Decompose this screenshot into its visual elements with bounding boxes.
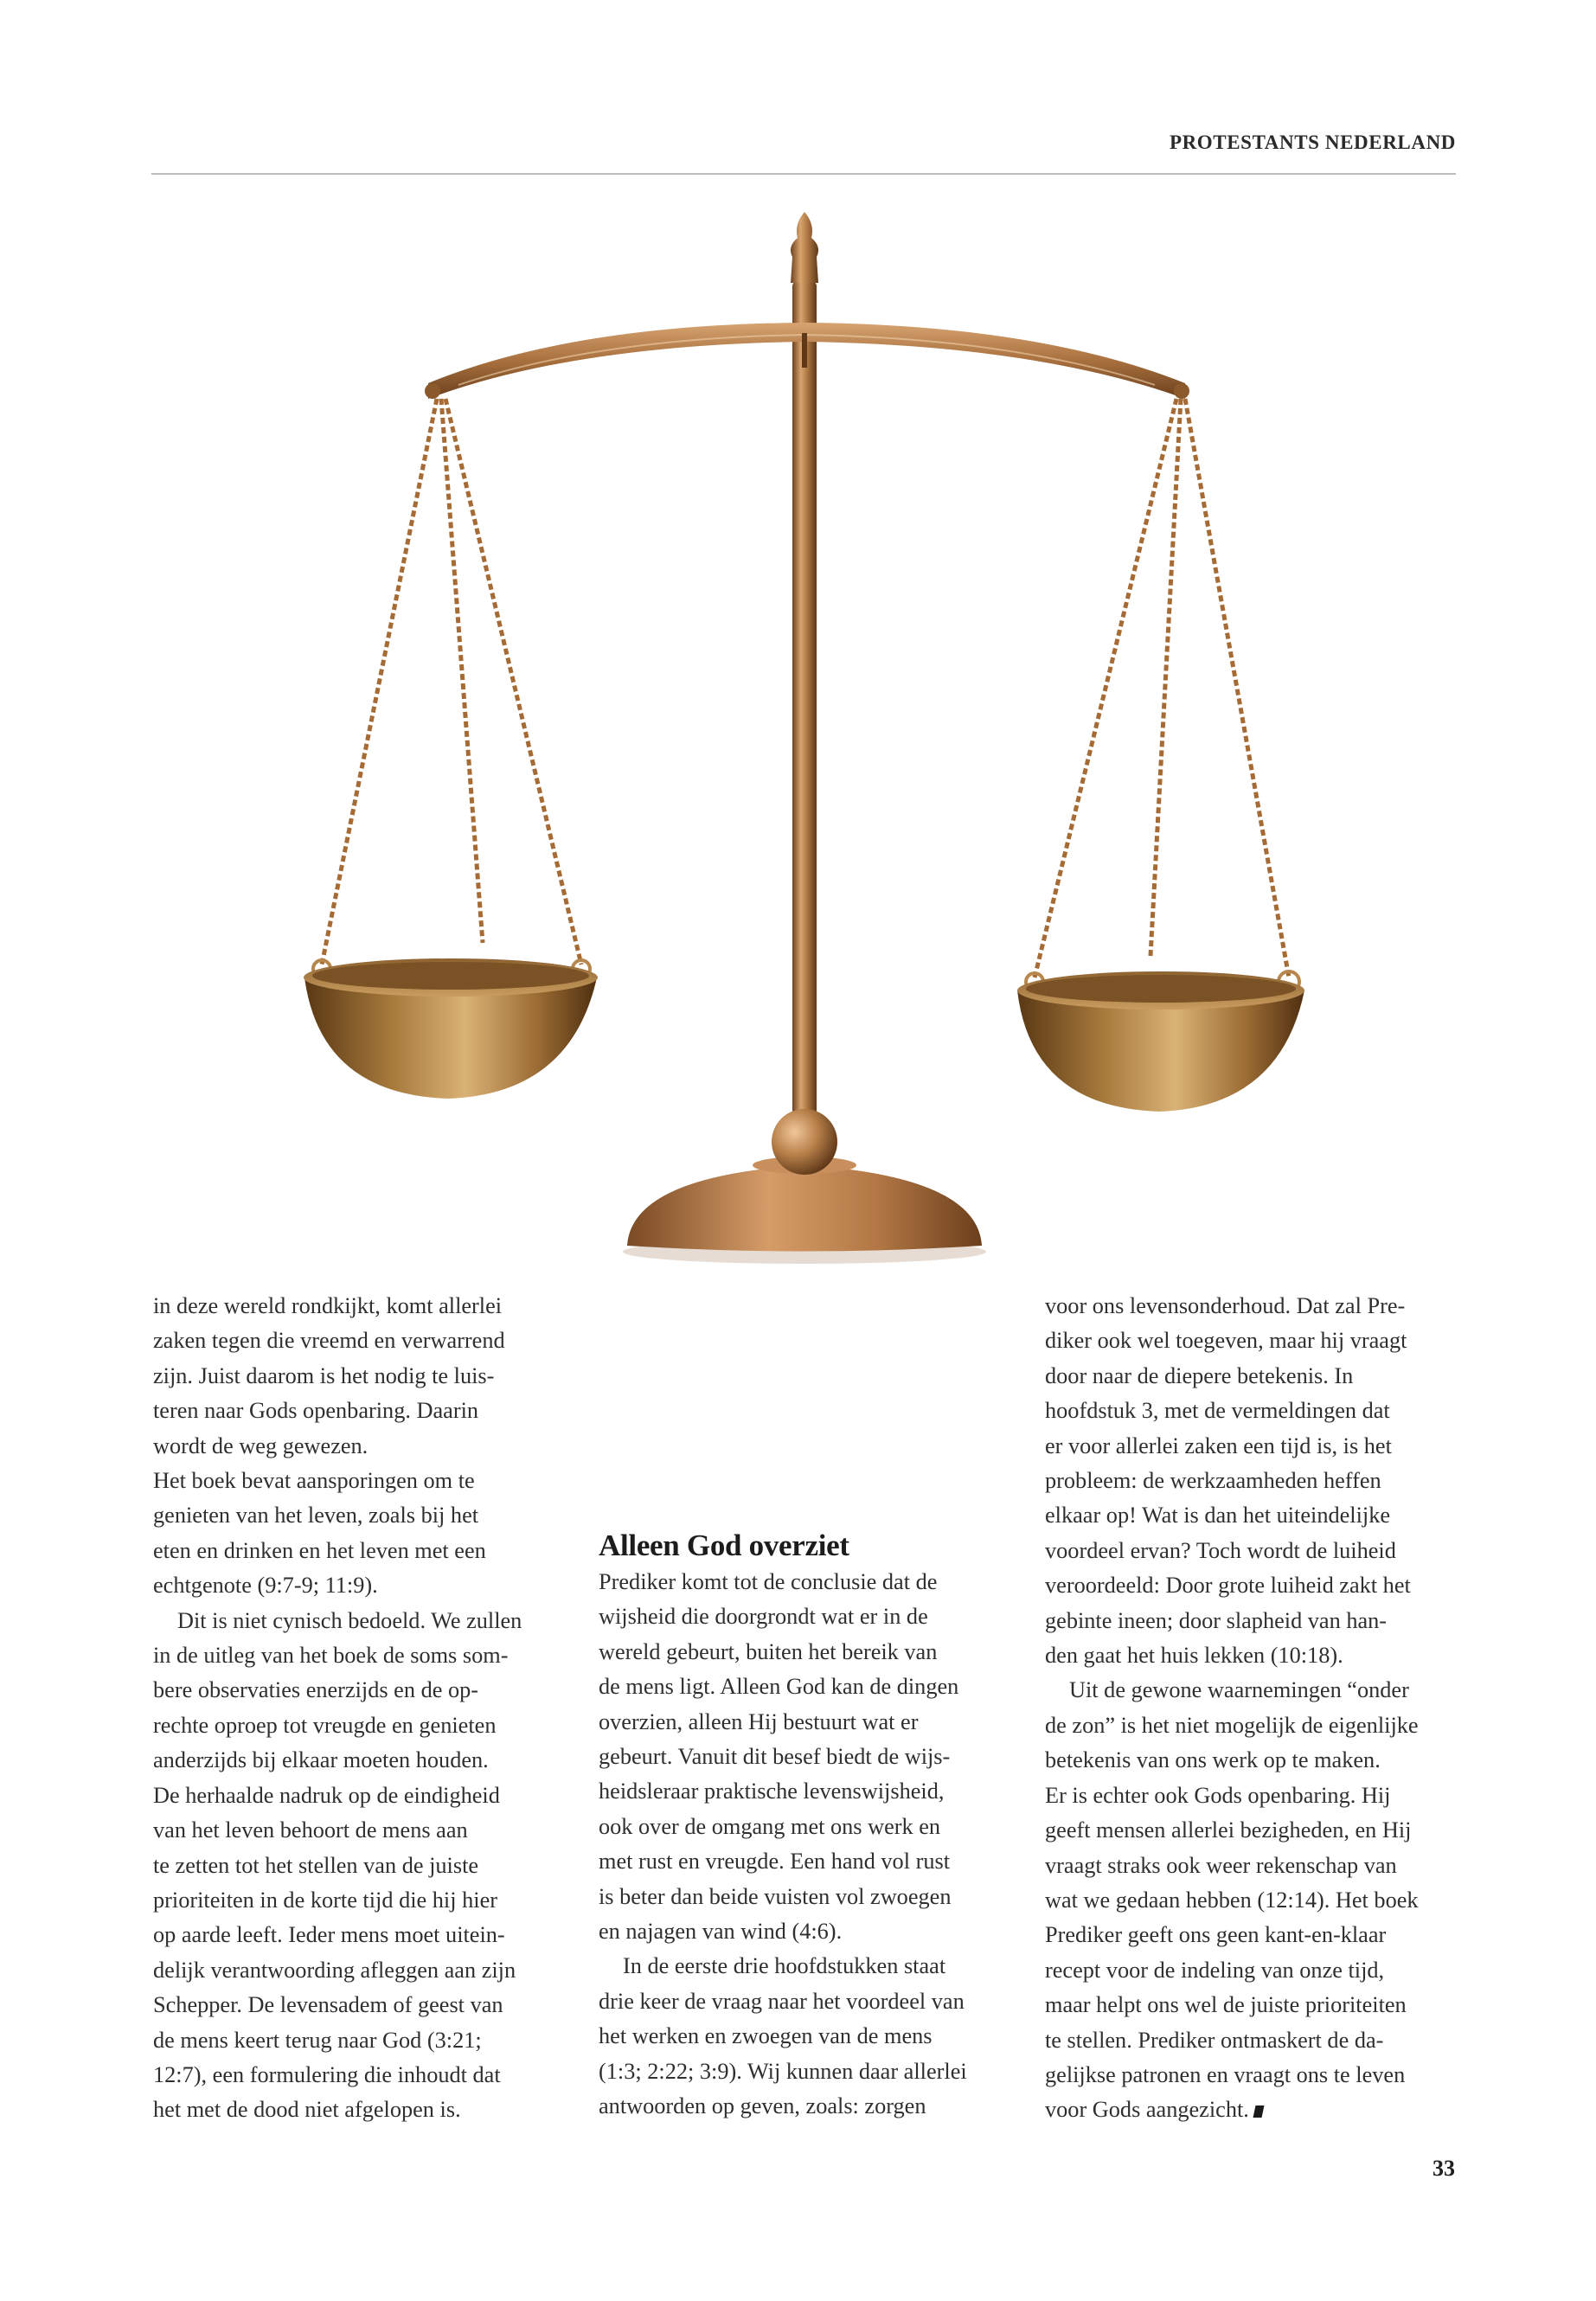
text-column-2	[599, 1527, 1005, 2125]
body-line: van het leven behoort de mens aan	[153, 1817, 468, 1843]
body-line: geeft mensen allerlei bezigheden, en Hij	[1045, 1817, 1412, 1843]
body-line: wijsheid die doorgrondt wat er in de	[599, 1604, 928, 1630]
body-line: te zetten tot het stellen van de juiste	[153, 1852, 479, 1878]
body-line: prioriteiten in de korte tijd die hij hier	[153, 1887, 497, 1913]
body-line: heidsleraar praktische levenswijsheid,	[599, 1779, 945, 1804]
body-line: Uit de gewone waarnemingen “onder	[1069, 1677, 1409, 1703]
body-line: met rust en vreugde. Een hand vol rust	[599, 1849, 951, 1875]
body-line: Prediker geeft ons geen kant-en-klaar	[1045, 1922, 1387, 1948]
text-column-1	[153, 1289, 560, 2128]
body-line: Er is echter ook Gods openbaring. Hij	[1045, 1782, 1391, 1808]
body-line: zaken tegen die vreemd en verwarrend	[153, 1328, 505, 1354]
body-line: eten en drinken en het leven met een	[153, 1537, 486, 1563]
body-line: ook over de omgang met ons werk en	[599, 1813, 941, 1839]
body-line: en najagen van wind (4:6).	[599, 1919, 843, 1945]
body-line: In de eerste drie hoofdstukken staat	[623, 1953, 946, 1979]
balance-scale-icon	[285, 203, 1324, 1272]
body-line: op aarde leeft. Ieder mens moet uitein-	[153, 1922, 505, 1948]
body-line: teren naar Gods openbaring. Daarin	[153, 1398, 479, 1424]
body-line: in de uitleg van het boek de soms som-	[153, 1643, 509, 1669]
header-divider	[151, 173, 1456, 175]
page-number: 33	[1433, 2156, 1455, 2181]
body-line: wordt de weg gewezen.	[153, 1433, 369, 1458]
body-line: maar helpt ons wel de juiste prioriteiten	[1045, 1992, 1407, 2018]
body-line: Het boek bevat aansporingen om te	[153, 1468, 475, 1494]
body-line: anderzijds bij elkaar moeten houden.	[153, 1747, 489, 1773]
section-heading: Alleen God overziet	[599, 1529, 849, 1562]
body-line: voordeel ervan? Toch wordt de luiheid	[1045, 1537, 1396, 1563]
body-line: de mens ligt. Alleen God kan de dingen	[599, 1674, 959, 1700]
body-line: 12:7), een formulering die inhoudt dat	[153, 2061, 501, 2087]
body-line: de mens keert terug naar God (3:21;	[153, 2027, 482, 2053]
body-line: gebinte ineen; door slapheid van han-	[1045, 1607, 1388, 1633]
body-line: (1:3; 2:22; 3:9). Wij kunnen daar allerlei	[599, 2058, 967, 2084]
body-line: echtgenote (9:7-9; 11:9).	[153, 1573, 378, 1599]
body-line: in deze wereld rondkijkt, komt allerlei	[153, 1293, 503, 1318]
body-line: drie keer de vraag naar het voordeel van	[599, 1988, 965, 2014]
body-line: diker ook wel toegeven, maar hij vraagt	[1045, 1328, 1407, 1354]
body-line: er voor allerlei zaken een tijd is, is het	[1045, 1433, 1392, 1458]
body-line: overzien, alleen Hij bestuurt wat er	[599, 1708, 919, 1734]
body-line: vraagt straks ook weer rekenschap van	[1045, 1852, 1397, 1878]
body-line: gebeurt. Vanuit dit besef biedt de wijs-	[599, 1744, 951, 1770]
body-line: den gaat het huis lekken (10:18).	[1045, 1643, 1343, 1669]
body-line: het werken en zwoegen van de mens	[599, 2023, 933, 2049]
body-line: betekenis van ons werk op te maken.	[1045, 1747, 1381, 1773]
body-line: voor ons levensonderhoud. Dat zal Pre-	[1045, 1293, 1406, 1318]
end-mark-icon	[1253, 2106, 1264, 2118]
last-line	[1045, 2093, 1452, 2127]
body-line: Schepper. De levensadem of geest van	[153, 1992, 503, 2018]
body-line: hoofdstuk 3, met de vermeldingen dat	[1045, 1398, 1390, 1424]
body-line: antwoorden op geven, zoals: zorgen	[599, 2093, 926, 2119]
body-line: het met de dood niet afgelopen is.	[153, 2097, 461, 2123]
body-line: delijk verantwoording afleggen aan zijn	[153, 1957, 516, 1983]
body-line: Dit is niet cynisch bedoeld. We zullen	[177, 1607, 522, 1633]
body-line: genieten van het leven, zoals bij het	[153, 1503, 479, 1529]
body-line: recept voor de indeling van onze tijd,	[1045, 1957, 1385, 1983]
body-line: wereld gebeurt, buiten het bereik van	[599, 1638, 938, 1664]
body-line: veroordeeld: Door grote luiheid zakt het	[1045, 1573, 1411, 1599]
body-line: te stellen. Prediker ontmaskert de da-	[1045, 2027, 1384, 2053]
body-line: De herhaalde nadruk op de eindigheid	[153, 1782, 500, 1808]
body-line: bere observaties enerzijds en de op-	[153, 1677, 479, 1703]
body-line: de zon” is het niet mogelijk de eigenlijke	[1045, 1712, 1419, 1738]
body-line: gelijkse patronen en vraagt ons te leven	[1045, 2061, 1406, 2087]
body-line: rechte oproep tot vreugde en genieten	[153, 1712, 497, 1738]
body-line: zijn. Juist daarom is het nodig te luis-	[153, 1362, 495, 1388]
publication-header: PROTESTANTS NEDERLAND	[1169, 131, 1456, 153]
body-line: wat we gedaan hebben (12:14). Het boek	[1045, 1887, 1419, 1913]
body-line: voor Gods aangezicht.	[1045, 2097, 1249, 2123]
body-line: elkaar op! Wat is dan het uiteindelijke	[1045, 1503, 1391, 1529]
body-line: probleem: de werkzaamheden heffen	[1045, 1468, 1381, 1494]
body-line: Prediker komt tot de conclusie dat de	[599, 1569, 938, 1594]
body-line: is beter dan beide vuisten vol zwoegen	[599, 1883, 952, 1909]
body-line: door naar de diepere betekenis. In	[1045, 1362, 1354, 1388]
text-column-3	[1045, 1289, 1452, 2128]
